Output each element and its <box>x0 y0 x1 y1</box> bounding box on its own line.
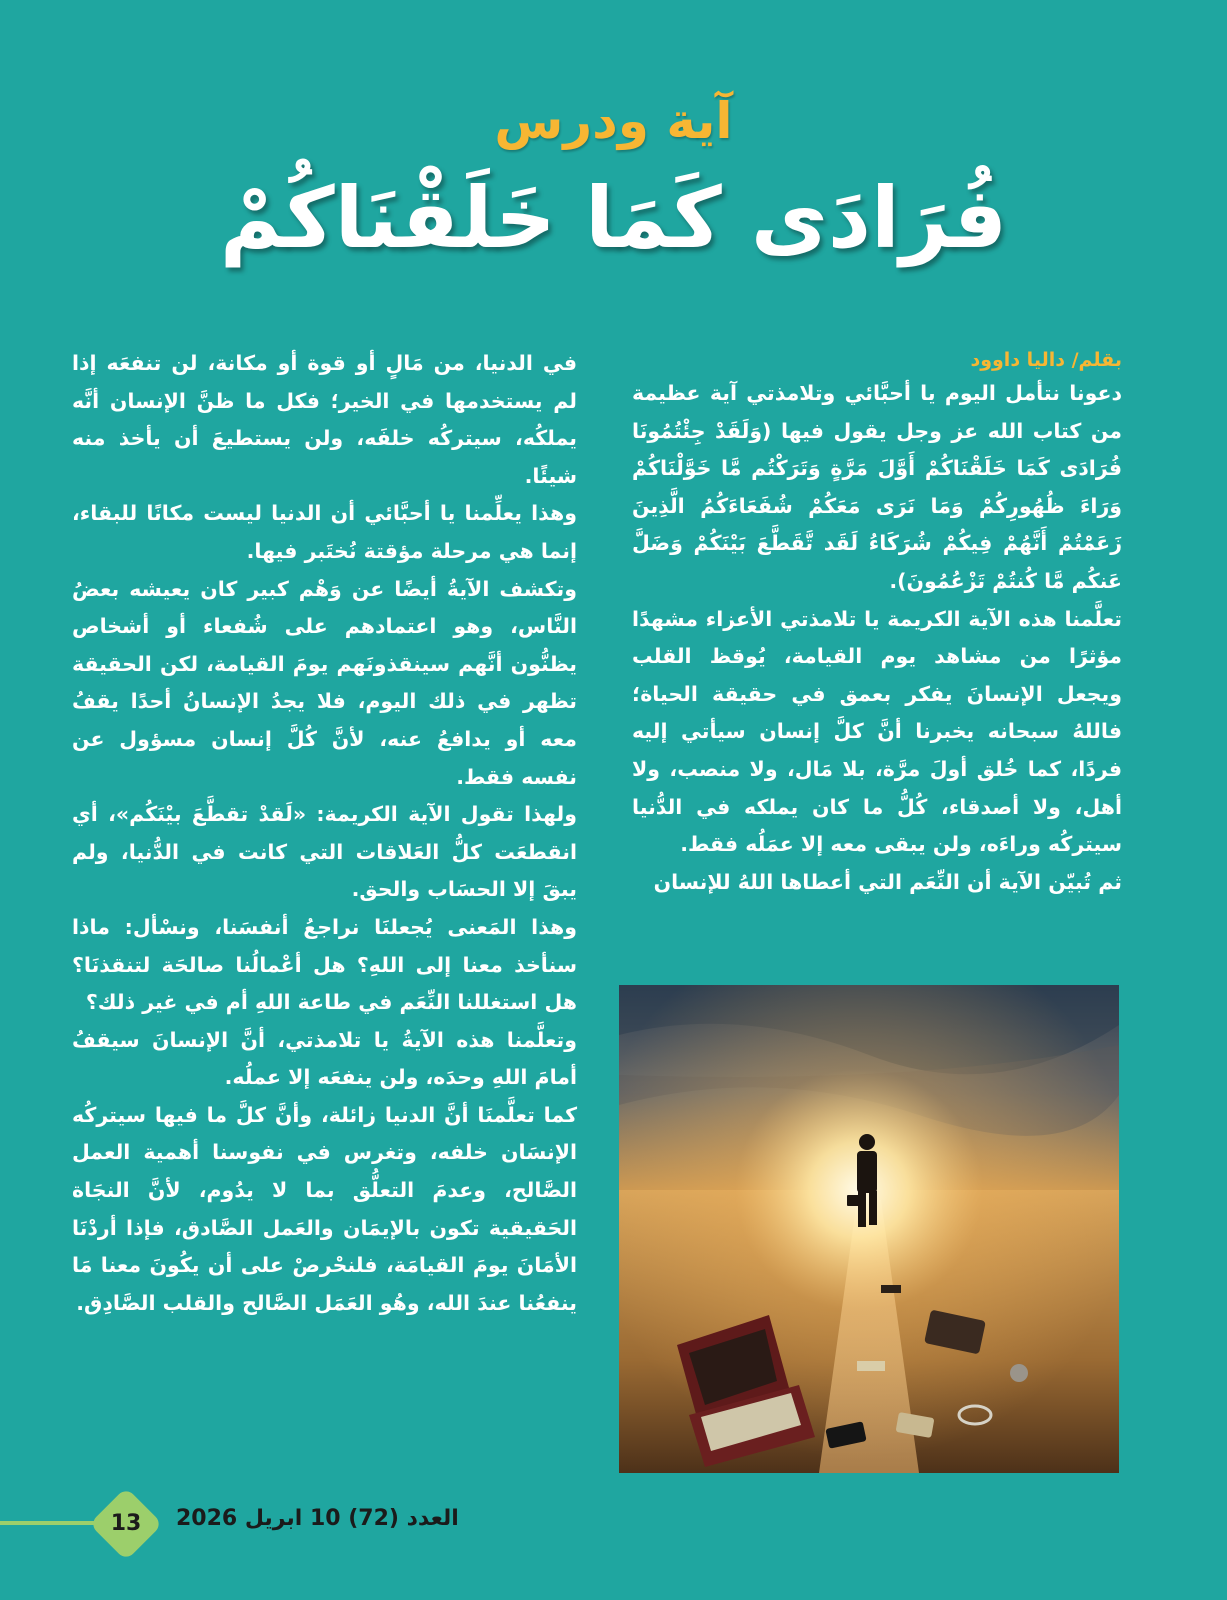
paragraph: وتعلَّمنا هذه الآيةُ يا تلامذتي، أنَّ الإنسانَ سيقفُ أمامَ اللهِ وحدَه، ولن ينفعَه إلا عملُه. <box>72 1027 577 1090</box>
footer-divider <box>0 1521 100 1525</box>
issue-info: العدد (72) 10 ابريل 2026 <box>176 1506 459 1531</box>
author-byline: بقلم/ داليا داوود <box>970 349 1122 371</box>
page-footer <box>0 1488 1227 1558</box>
section-kicker: آية ودرس <box>494 92 733 150</box>
article-column-right <box>632 345 1122 901</box>
paragraph: كما تعلَّمنَا أنَّ الدنيا زائلة، وأنَّ كلَّ ما فيها سيتركُه الإنسَان خلفه، وتغرس في نفوسنا أهمية العمل الصَّالح، وعدمَ التعلُّق بما لا يدُوم، لأنَّ النجَاة الحَقيقية تكون بالإيمَان والعَمل الصَّادق، فإذا أردْنَا الأمَانَ يومَ القيامَة، فلنحْرصْ على أن يكُونَ معنا مَا ينفعُنا عندَ الله، وهُو العَمَل الصَّالح والقلب الصَّادِق. <box>72 1102 577 1315</box>
paragraph: تعلَّمنا هذه الآية الكريمة يا تلامذتي الأعزاء مشهدًا مؤثرًا من مشاهد يوم القيامة، يُوقظ القلب ويجعل الإنسانَ يفكر بعمق في حقيقة الحياة؛ فاللهُ سبحانه يخبرنا أنَّ كلَّ إنسان سيأتي إليه فردًا، كما خُلق أولَ مرَّة، بلا مَال، ولا منصب، ولا أهل، ولا أصدقاء، كُلُّ ما كان يملكه في الدُّنيا سيتركُه وراءَه، ولن يبقى معه إلا عمَلُه فقط. <box>632 606 1122 857</box>
page-number: 13 <box>110 1511 142 1536</box>
paragraph: دعونا نتأمل اليوم يا أحبَّائي وتلامذتي آية عظيمة من كتاب الله عز وجل يقول فيها (وَلَقَدْ جِئْتُمُونَا فُرَادَى كَمَا خَلَقْنَاكُمْ أَوَّلَ مَرَّةٍ وَتَرَكْتُم مَّا خَوَّلْنَاكُمْ وَرَاءَ ظُهُورِكُمْ وَمَا نَرَى مَعَكُمْ شُفَعَاءَكُمُ الَّذِينَ زَعَمْتُمْ أَنَّهُمْ فِيكُمْ شُرَكَاءُ لَقَد تَّقَطَّعَ بَيْنَكُمْ وَضَلَّ عَنكُم مَّا كُنتُمْ تَزْعُمُونَ). <box>632 381 1122 593</box>
paragraph: ثم تُبيّن الآية أن النِّعَم التي أعطاها اللهُ للإنسان <box>653 869 1122 894</box>
paragraph: في الدنيا، من مَالٍ أو قوة أو مكانة، لن تنفعَه إذا لم يستخدمها في الخير؛ فكل ما ظنَّ الإنسان أنَّه يملكُه، سيتركُه خلفَه، ولن يستطيعَ أن يأخذ منه شيئًا. <box>72 351 577 488</box>
illustration-art <box>619 985 1119 1473</box>
paragraph: وهذا يعلِّمنا يا أحبَّائي أن الدنيا ليست مكانًا للبقاء، إنما هي مرحلة مؤقتة نُختَبر فيها. <box>72 501 577 563</box>
paragraph: وهذا المَعنى يُجعلنَا نراجعُ أنفسَنا، ونسْأل: ماذا سنأخذ معنا إلى اللهِ؟ هل أعْمالُنا صالحَة لتنقذنَا؟ هل استغللنا النِّعَم في طاعة اللهِ أم في غير ذلك؟ <box>72 914 577 1015</box>
article-column-left <box>72 345 577 1322</box>
paragraph: وتكشف الآيةُ أيضًا عن وَهْم كبير كان يعيشه بعضُ النَّاس، وهو اعتمادهم على شُفعاء أو أشخاص يظنُّون أنَّهم سينقذونَهم يومَ القيامة، لكن الحقيقة تظهر في ذلك اليوم، فلا يجدُ الإنسانُ أحدًا يقفُ معه أو يدافعُ عنه، لأنَّ كُلَّ إنسان مسؤول عن نفسه فقط. <box>72 576 577 789</box>
article-title: فُرَادَى كَمَا خَلَقْنَاكُمْ <box>219 169 1008 267</box>
illustration-photo <box>619 985 1119 1473</box>
paragraph: ولهذا تقول الآية الكريمة: «لَقدْ تقطَّعَ بيْنَكُم»، أي انقطعَت كلُّ العَلاقات التي كانت في الدُّنيا، ولم يبقَ إلا الحسَاب والحق. <box>72 802 577 902</box>
